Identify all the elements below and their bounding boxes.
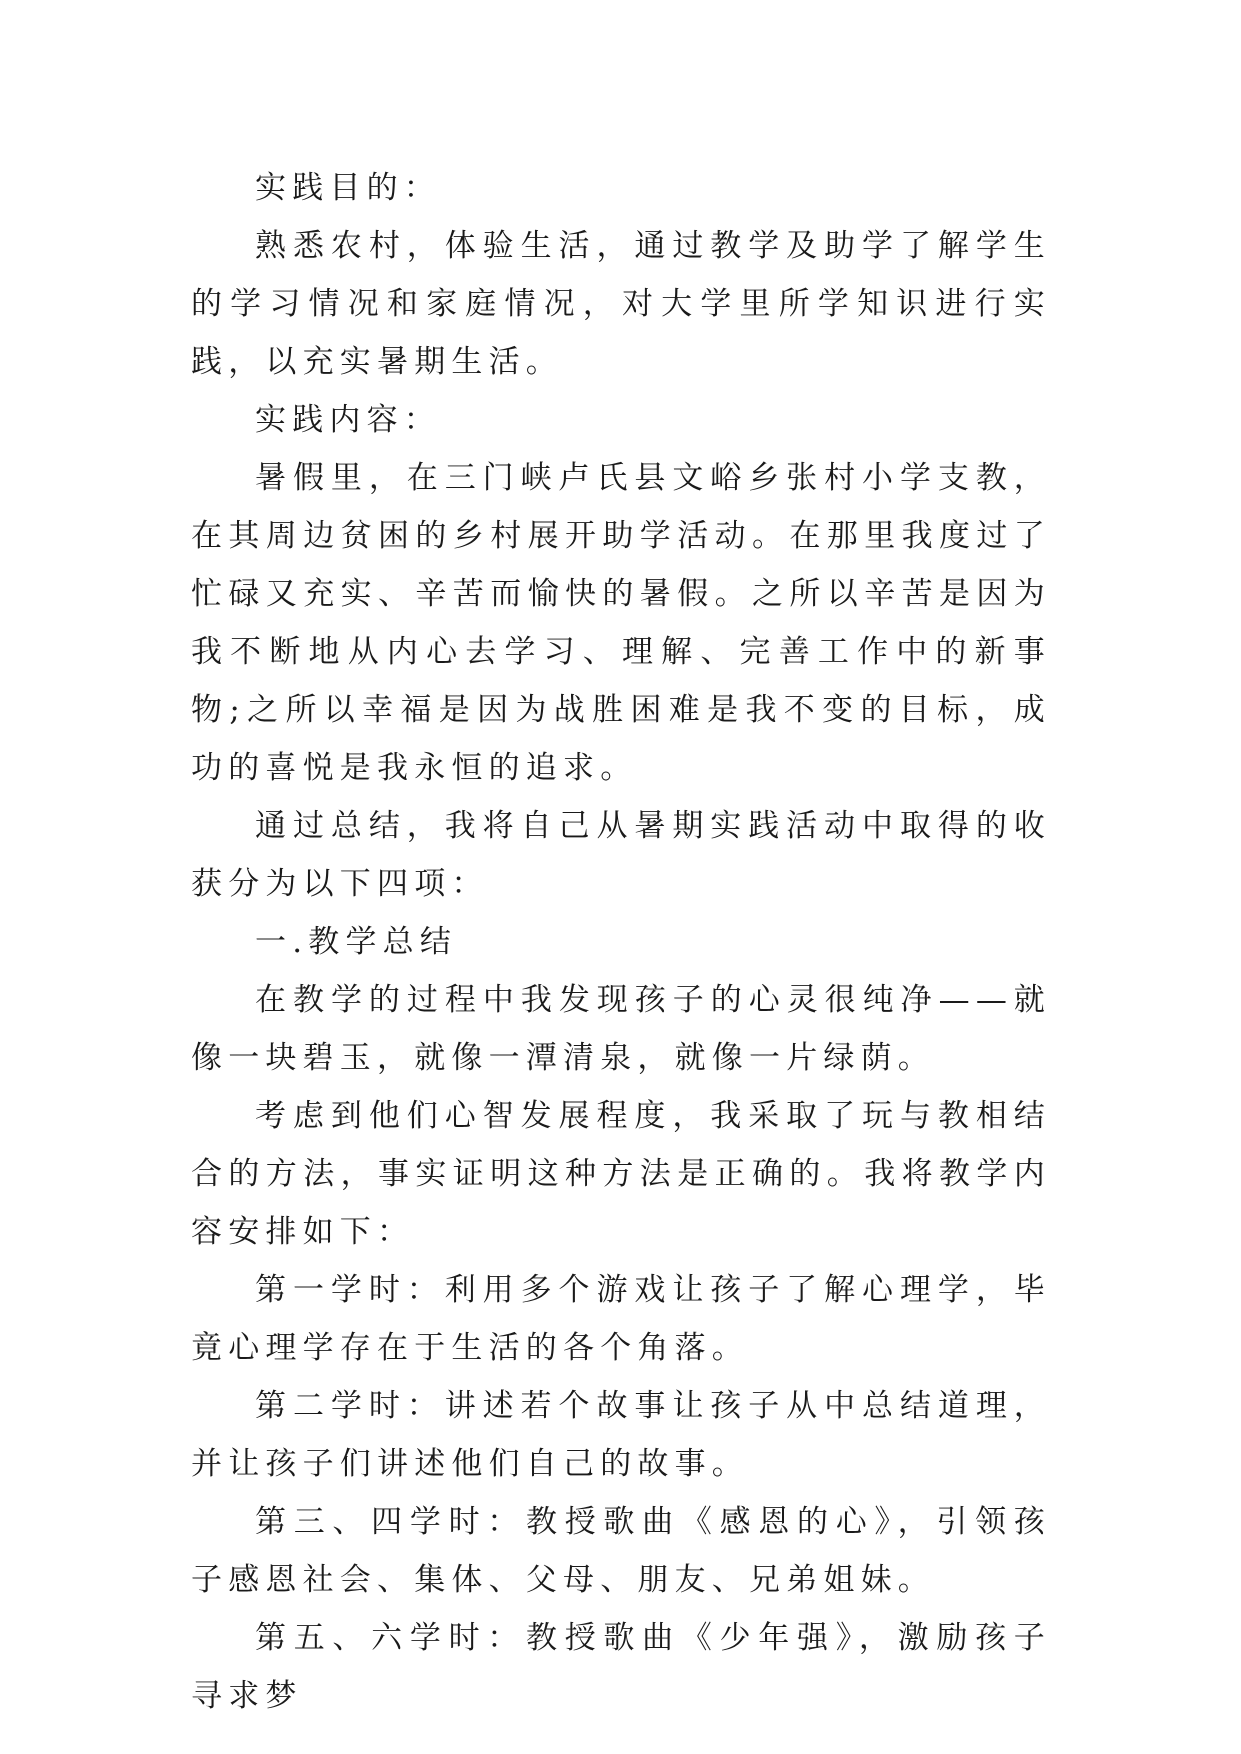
paragraph-lesson-2: 第二学时：讲述若个故事让孩子从中总结道理，并让孩子们讲述他们自己的故事。: [191, 1388, 1051, 1482]
paragraph-practice-purpose-heading: 实践目的：: [255, 170, 441, 206]
paragraph-practice-content: 暑假里，在三门峡卢氏县文峪乡张村小学支教，在其周边贫困的乡村展开助学活动。在那里我度过了忙碌又充实、辛苦而愉快的暑假。之所以辛苦是因为我不断地从内心去学习、理解、完善工作中的新事物;之所以幸福是因为战胜困难是我不变的目标，成功的喜悦是我永恒的追求。: [191, 460, 1051, 786]
paragraph-lesson-5-6: 第五、六学时：教授歌曲《少年强》，激励孩子寻求梦: [191, 1620, 1051, 1714]
paragraph-children-purity: 在教学的过程中我发现孩子的心灵很纯净——就像一块碧玉，就像一潭清泉，就像一片绿荫。: [191, 982, 1051, 1076]
paragraph-lesson-3-4: 第三、四学时：教授歌曲《感恩的心》，引领孩子感恩社会、集体、父母、朋友、兄弟姐妹。: [191, 1504, 1051, 1598]
paragraph-summary-intro: 通过总结，我将自己从暑期实践活动中取得的收获分为以下四项：: [191, 808, 1051, 902]
paragraph-practice-purpose: 熟悉农村，体验生活，通过教学及助学了解学生的学习情况和家庭情况，对大学里所学知识进行实践，以充实暑期生活。: [191, 228, 1051, 380]
paragraph-teaching-method: 考虑到他们心智发展程度，我采取了玩与教相结合的方法，事实证明这种方法是正确的。我将教学内容安排如下：: [191, 1098, 1051, 1250]
document-body: [191, 159, 1051, 1725]
paragraph-lesson-1: 第一学时：利用多个游戏让孩子了解心理学，毕竟心理学存在于生活的各个角落。: [191, 1272, 1051, 1366]
paragraph-teaching-summary-heading: 一.教学总结: [255, 924, 458, 960]
paragraph-practice-content-heading: 实践内容：: [255, 402, 441, 438]
